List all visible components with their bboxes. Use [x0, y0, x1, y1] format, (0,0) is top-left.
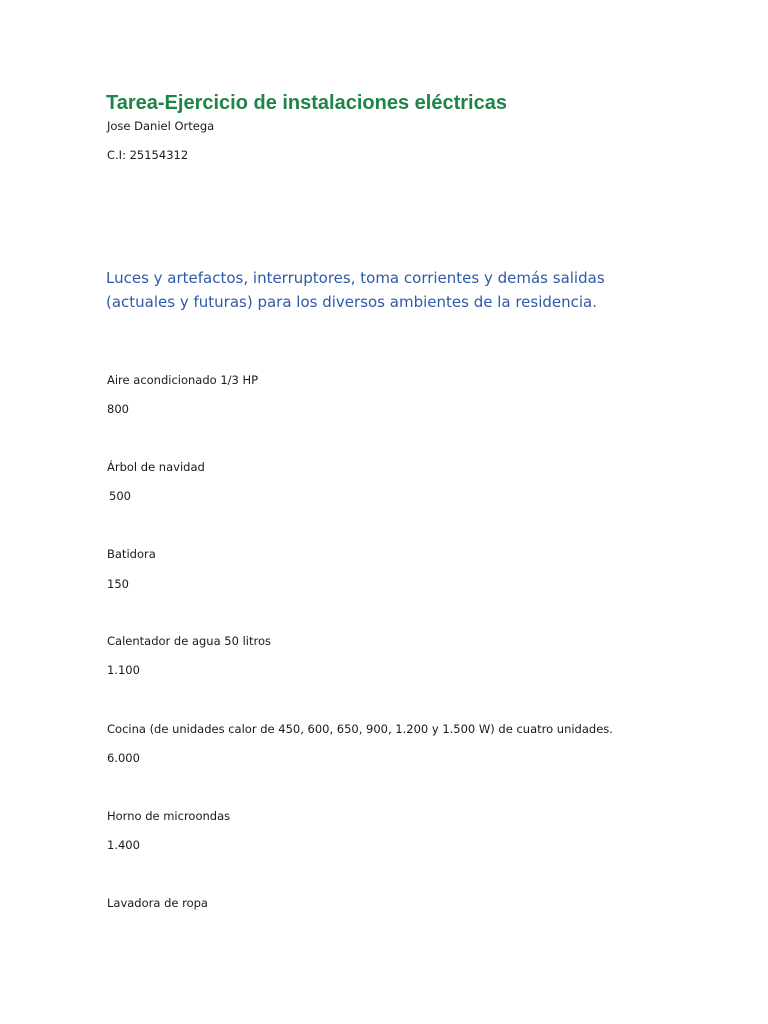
entry-value-arbol-de-navidad: 500: [109, 489, 131, 503]
entry-value-horno-microondas: 1.400: [107, 838, 140, 852]
section-heading: Luces y artefactos, interruptores, toma corrientes y demás salidas (actuales y futuras) para los diversos ambientes de la residencia.: [106, 269, 605, 311]
entry-value-calentador: 1.100: [107, 663, 140, 677]
id-number: C.I: 25154312: [107, 148, 189, 162]
entry-value-batidora: 150: [107, 577, 129, 591]
entry-label-aire-acondicionado: Aire acondicionado 1/3 HP: [107, 373, 259, 387]
author-name: Jose Daniel Ortega: [107, 119, 215, 133]
entry-label-batidora: Batidora: [107, 547, 156, 561]
entry-label-lavadora: Lavadora de ropa: [107, 896, 208, 910]
entry-label-arbol-de-navidad: Árbol de navidad: [107, 460, 205, 474]
entry-label-cocina: Cocina (de unidades calor de 450, 600, 650, 900, 1.200 y 1.500 W) de cuatro unidades.: [107, 722, 613, 736]
entry-label-horno-microondas: Horno de microondas: [107, 809, 231, 823]
entry-label-calentador: Calentador de agua 50 litros: [107, 634, 271, 648]
document-title: Tarea-Ejercicio de instalaciones eléctricas: [106, 92, 507, 114]
entry-value-aire-acondicionado: 800: [107, 402, 129, 416]
entry-value-cocina: 6.000: [107, 751, 140, 765]
